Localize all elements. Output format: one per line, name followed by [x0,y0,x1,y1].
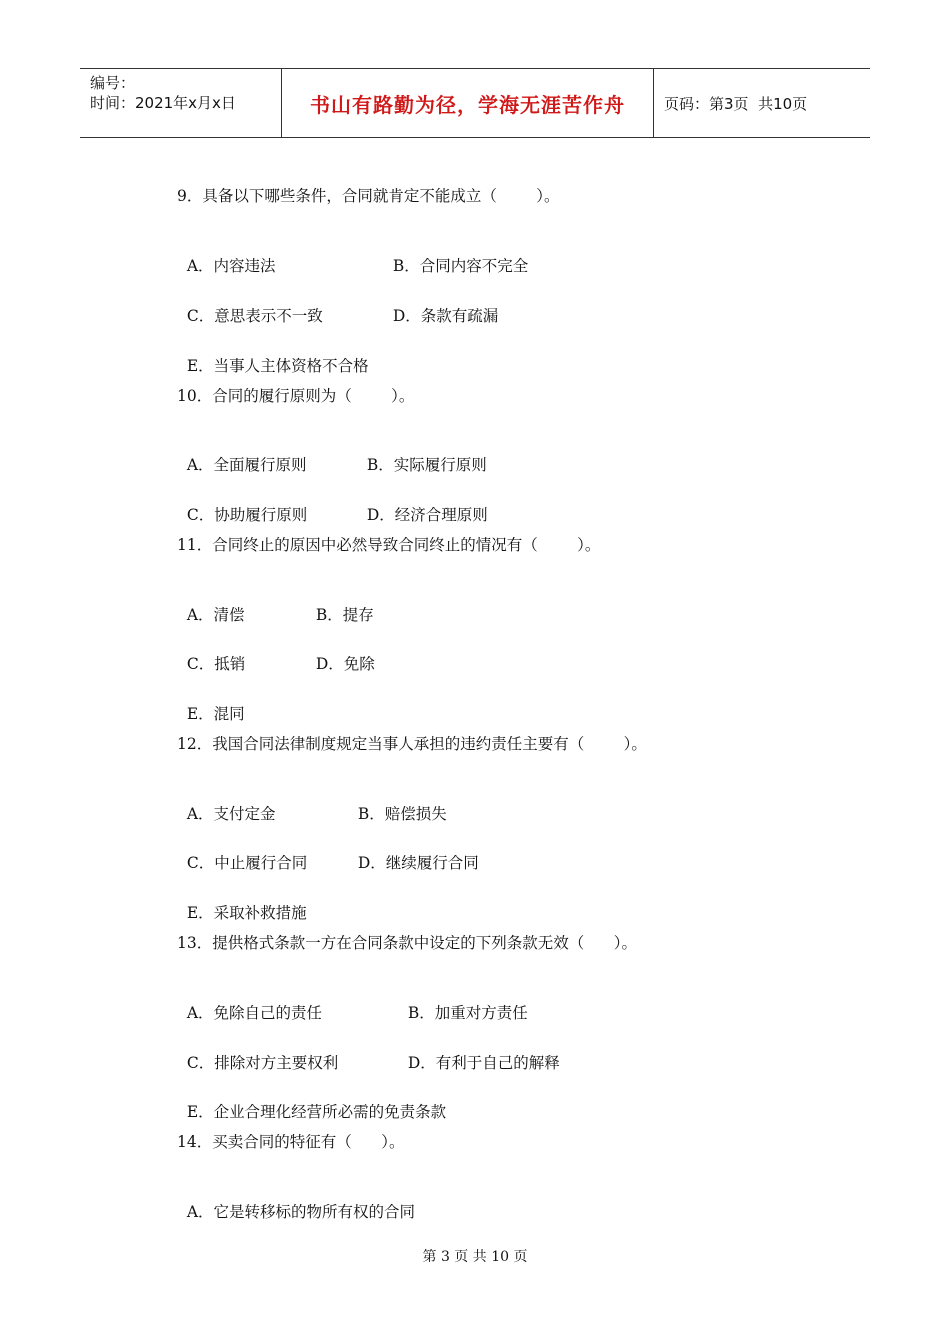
header-motto: 书山有路勤为径，学海无涯苦作舟 [282,69,654,137]
option-row [177,1082,446,1122]
question-stem: 12．我国合同法律制度规定当事人承担的违约责任主要有（ ）。 [177,735,647,753]
option-row [177,435,487,475]
option: A．清偿 [186,606,245,624]
document-date-label: 时间：2021年x月x日 [90,94,236,112]
option: C．排除对方主要权利 [186,1054,339,1072]
option-row [177,336,369,376]
option-row [177,684,245,724]
option: B．合同内容不完全 [392,257,529,275]
option: E．混同 [186,705,245,723]
document-number-label: 编号： [90,74,136,92]
option-row [177,236,528,276]
option: A．它是转移标的物所有权的合同 [186,1203,416,1221]
page-header [80,68,870,138]
option-row [177,485,488,525]
question-stem: 14．买卖合同的特征有（ ）。 [177,1133,405,1151]
option: D．有利于自己的解释 [407,1054,560,1072]
option: A．全面履行原则 [186,456,307,474]
header-left-cell [80,69,282,137]
option-row [177,1182,415,1222]
option: A．内容违法 [186,257,276,275]
option: C．协助履行原则 [186,506,308,524]
option: B．赔偿损失 [357,805,447,823]
option: B．实际履行原则 [366,456,487,474]
question-stem: 13．提供格式条款一方在合同条款中设定的下列条款无效（ ）。 [177,934,638,952]
option-row [177,833,479,873]
option: E．企业合理化经营所必需的免责条款 [186,1103,447,1121]
option: E．采取补救措施 [186,904,307,922]
option: A．支付定金 [186,805,276,823]
option: D．免除 [315,655,375,673]
question-stem: 11．合同终止的原因中必然导致合同终止的情况有（ ）。 [177,536,601,554]
option: D．条款有疏漏 [392,307,499,325]
option: C．抵销 [186,655,246,673]
option: B．提存 [315,606,374,624]
option: B．加重对方责任 [407,1004,528,1022]
option-row [177,784,447,824]
option: C．中止履行合同 [186,854,308,872]
option-row [177,585,374,625]
option-row [177,883,307,923]
question-stem: 10．合同的履行原则为（ ）。 [177,387,415,405]
option: D．经济合理原则 [366,506,488,524]
option: C．意思表示不一致 [186,307,323,325]
header-right-cell [654,69,870,137]
page-indicator: 页码：第3页 共10页 [664,94,808,113]
option: D．继续履行合同 [357,854,479,872]
option-row [177,634,375,674]
option-row [177,1033,560,1073]
option: E．当事人主体资格不合格 [186,357,369,375]
question-stem: 9．具备以下哪些条件，合同就肯定不能成立（ ）。 [177,187,560,205]
option-row [177,983,528,1023]
page-footer: 第 3 页 共 10 页 [422,1249,528,1265]
option: A．免除自己的责任 [186,1004,323,1022]
option-row [177,286,498,326]
